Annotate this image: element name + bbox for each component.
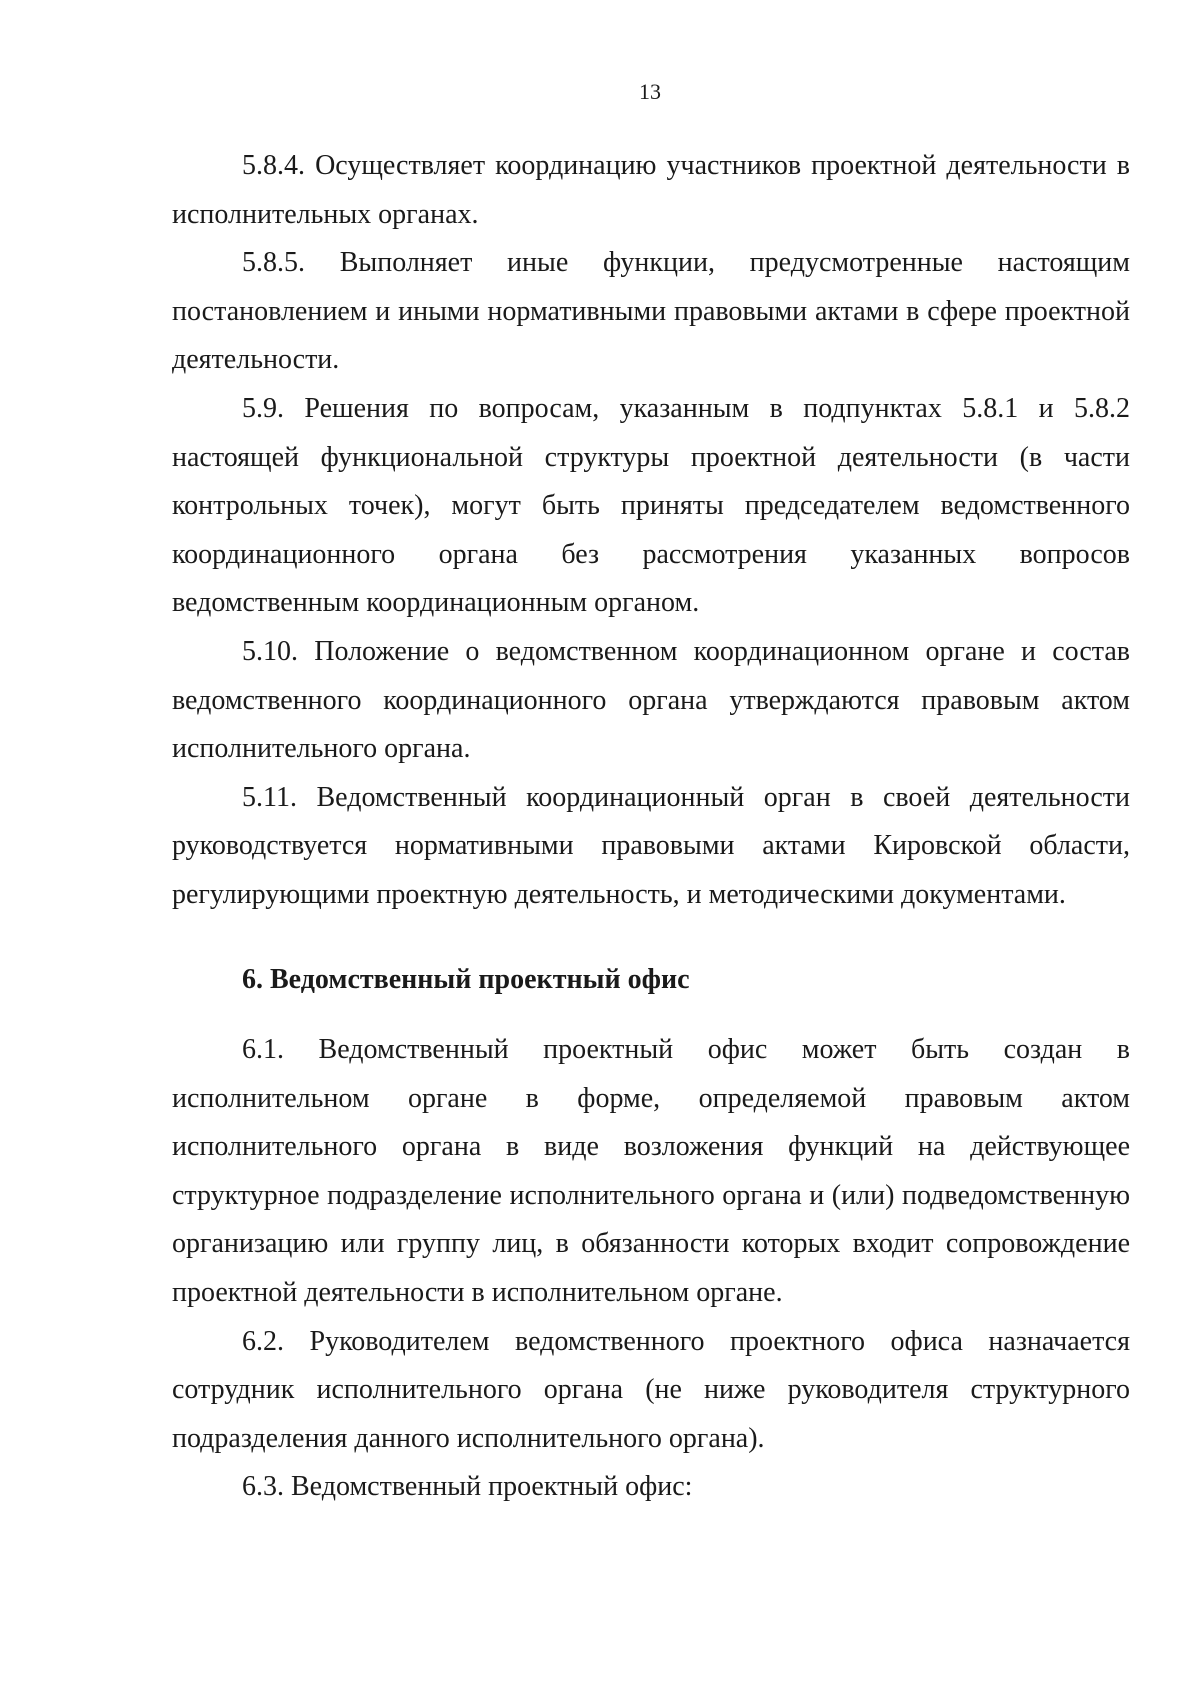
- page-number: 13: [639, 79, 661, 104]
- paragraph-5-8-5: 5.8.5. Выполняет иные функции, предусмотренные настоящим постановлением и иными нормативными правовыми актами в сфере проектной деятельности.: [172, 247, 1130, 376]
- paragraph-6-3: 6.3. Ведомственный проектный офис:: [242, 1471, 693, 1503]
- paragraph-5-8-4: 5.8.4. Осуществляет координацию участников проектной деятельности в исполнительных органах.: [172, 150, 1130, 230]
- paragraph-6-2: 6.2. Руководителем ведомственного проектного офиса назначается сотрудник исполнительного органа (не ниже руководителя структурного подразделения данного исполнительного органа).: [172, 1325, 1130, 1454]
- document-body: [172, 142, 1130, 1512]
- paragraph-6-1: 6.1. Ведомственный проектный офис может быть создан в исполнительном органе в форме, определяемой правовым актом исполнительного органа в виде возложения функций на действующее структурное подразделение исполнительного органа и (или) подведомственную организацию или группу лиц, в обязанности которых входит сопровождение проектной деятельности в исполнительном органе.: [172, 1034, 1130, 1309]
- paragraph-5-10: 5.10. Положение о ведомственном координационном органе и состав ведомственного координационного органа утверждаются правовым актом исполнительного органа.: [172, 635, 1130, 765]
- paragraph-5-9: 5.9. Решения по вопросам, указанным в подпунктах 5.8.1 и 5.8.2 настоящей функциональной структуры проектной деятельности (в части контрольных точек), могут быть приняты председателем ведомственного координационного органа без рассмотрения указанных вопросов ведомственным координационным органом.: [172, 392, 1130, 619]
- paragraph-5-11: 5.11. Ведомственный координационный орган в своей деятельности руководствуется нормативными правовыми актами Кировской области, регулирующими проектную деятельность, и методическими документами.: [172, 781, 1130, 910]
- section-heading: 6. Ведомственный проектный офис: [242, 963, 690, 995]
